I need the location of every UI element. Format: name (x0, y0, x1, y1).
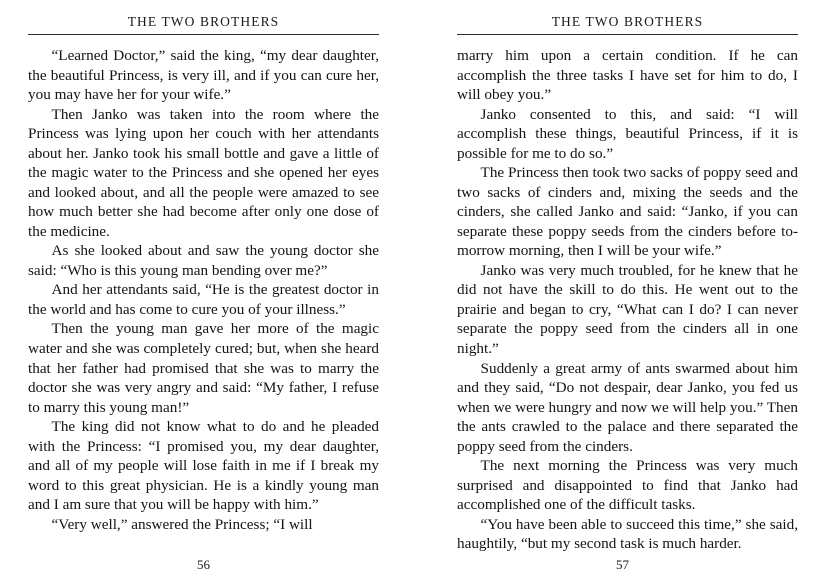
body-text-left (28, 46, 379, 534)
running-head-left: THE TWO BROTHERS (127, 14, 280, 29)
page-number-left: 56 (197, 557, 210, 572)
paragraph: “You have been able to succeed this time,” she said, haughtily, “but my second task is much harder. (457, 515, 798, 553)
paragraph: The king did not know what to do and he pleaded with the Princess: “I promised you, my dear daughter, and all of my people will lose faith in me if I break my word to this great physician. He is a kindly young man and I am sure that you will be happy with him.” (28, 418, 379, 514)
body-text-right (457, 46, 798, 554)
paragraph: The next morning the Princess was very much surprised and disappointed to find that Janko had accomplished one of the difficult tasks. (457, 457, 798, 514)
page-right (415, 0, 830, 579)
paragraph: As she looked about and saw the young doctor she said: “Who is this young man bending over me?” (28, 242, 379, 279)
header-rule-right (457, 34, 798, 35)
paragraph: Suddenly a great army of ants swarmed about him and they said, “Do not despair, dear Janko, you fed us when we were hungry and now we will help you.” Then the ants crawled to the palace and there separated the poppy seed from the cinders. (457, 359, 798, 455)
paragraph: And her attendants said, “He is the greatest doctor in the world and has come to cure you of your illness.” (28, 281, 379, 318)
paragraph: The Princess then took two sacks of poppy seed and two sacks of cinders and, mixing the seeds and the cinders, she called Janko and said: “Janko, if you can separate these poppy seeds from the cinders before to-morrow morning, then I will be your wife.” (457, 164, 798, 260)
header-rule-left (28, 34, 379, 35)
paragraph-continued: marry him upon a certain condition. If he can accomplish the three tasks I have set for him to do, I will obey you.” (457, 47, 798, 104)
paragraph: Janko consented to this, and said: “I will accomplish these things, beautiful Princess, if it is possible for me to do so.” (457, 105, 798, 162)
page-gutter (415, 0, 416, 579)
paragraph: Then the young man gave her more of the magic water and she was completely cured; but, when she heard that her father had promised that she was to marry the doctor she was very angry and said: “My father, I refuse to marry this young man!” (28, 320, 379, 416)
paragraph: Then Janko was taken into the room where the Princess was lying upon her couch with her attendants about her. Janko took his small bottle and gave a little of the magic water to the Princess and she opened her eyes and looked about, and all the people were amazed to see how much better she had become after only one dose of the medicine. (28, 105, 379, 240)
running-head-right: THE TWO BROTHERS (551, 14, 704, 29)
paragraph: “Learned Doctor,” said the king, “my dear daughter, the beautiful Princess, is very ill, and if you can cure her, you may have her for your wife.” (28, 47, 379, 104)
page-number-right: 57 (616, 557, 629, 572)
paragraph: Janko was very much troubled, for he knew that he did not have the skill to do this. He went out to the prairie and began to cry, “What can I do? I can never separate the poppy seed from the cinders all in one night.” (457, 261, 798, 357)
paragraph: “Very well,” answered the Princess; “I will (51, 515, 313, 533)
